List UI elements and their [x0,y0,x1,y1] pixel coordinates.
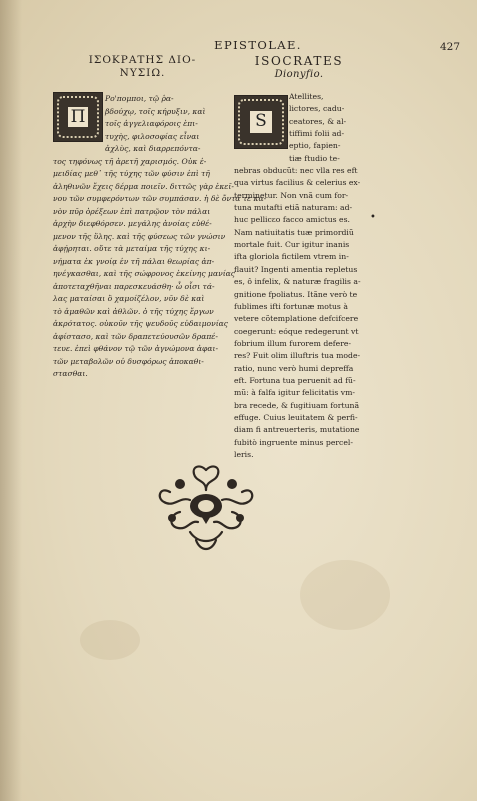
text-line: τοῖς ἀγγελιαφόροις ἐπι- [105,119,198,128]
foxing-stain [300,560,390,630]
text-line: νου τῶν συμφερόντων τῶν συμπάσαν. ἡ δὲ ὄντα τε κα- [53,194,267,203]
marginal-mark: • [370,212,376,223]
running-head: EPISTOLAE. [214,38,302,52]
text-line: flauit? Ingenti amentia repletus [234,264,358,274]
latin-heading-line: ISOCRATES [254,54,344,68]
text-line: tiffimi folii ad- [289,129,345,139]
text-line: eptio, fapien- [289,141,341,151]
text-line: vetere cõtemplatione defcifcere [234,314,359,324]
text-line: coegerunt: eóque redegerunt vt [234,326,359,336]
text-line: ηνέγκασθαι, καὶ τῆς σώφρονος ἐκείνης μανίας [53,269,236,278]
text-line: ifta gloriola fictilem vtrem in- [234,252,349,262]
text-line: eft. Fortuna tua peruenit ad fũ- [234,375,356,385]
text-line: terminetur. Non vnã cum for- [234,190,349,200]
text-line: ἀφίστασο, καὶ τῶν δραπετεύουσῶν δραπέ- [53,331,218,341]
text-line: effuge. Cuius leuitatem & perfi- [234,412,358,422]
initial-letter: Π [66,105,90,129]
text-line: lictores, cadu- [289,104,345,114]
text-line: νὸν πῦρ ὀρέξεων ἐπὶ πατρῷον τὸν πάλαι [53,206,211,216]
text-line: fubitò ingruente minus percel- [234,437,353,447]
page-number: 427 [440,41,461,53]
text-line: Nam natiuitatis tuæ primordiũ [234,227,354,237]
text-line: tiæ ftudio te- [289,153,340,163]
text-line: τὸ ἀμαθῶν καὶ ἀθλῶν. ὁ τῆς τύχης ἔργων [53,306,214,316]
text-line: gnitione fpoliatus. Itãne verò te [234,289,358,299]
greek-heading-line: ΙΣΟΚΡΑΤΗΣ ΔΙΟ- [88,54,197,66]
text-line: nebras obducũt: nec vlla res eft [234,166,358,176]
text-line: νήματα ἐκ γνοίᾳ ἐν τῆ πάλαι θεωρίας ἀπ- [53,256,215,266]
greek-text-column [53,93,267,381]
text-line: Ρο'πομποι, τῷ ῥα- [105,94,174,103]
text-line: ἀφῄρηται. οὔτε τὰ μεταίμα τῆς τύχης κι- [53,244,211,253]
latin-heading-line: Dionyfio. [274,69,324,80]
latin-text-column [234,91,364,461]
text-line: huc pellicεo facco amictus es. [234,215,350,225]
text-line: mortale fuit. Cur igitur inanis [234,240,350,250]
text-line: ἀποτεταχθῆναι παρεσκευάσθη· ὦ οἷσι τά- [53,281,215,291]
text-line: mũ: à falfa igitur felicitatis vm- [234,388,355,398]
foxing-stain [80,620,140,660]
text-line: ἀρχὴν διεφθόρσεν. μεγάλης ἀνοίας εὐθέ- [53,219,212,228]
text-line: μειδίας μεθ᾽ τῆς τύχης τῶν φύσιν ἐπὶ τῆ [53,169,210,178]
latin-column-heading [234,54,364,82]
text-line: diam fi antreuerteris, mutatione [234,425,360,435]
text-line: res? Fuit olim illuftris tua mode- [234,351,361,361]
text-line: leris. [234,449,254,459]
text-line: bra recede, & fugitiuam fortunã [234,400,360,410]
text-line: fobrium illum furorem defere- [234,338,352,348]
text-line: μενον τῆς ὕλης. καὶ τῆς φύσεως τῶν γνώσιν [53,231,226,241]
gutter-shadow [0,0,22,801]
text-line: qua virtus facilius & celerius ex- [234,178,361,188]
text-line: ratio, nunc verò humi depreffa [234,363,354,373]
text-line: τυχὴς, φιλοσοφίας εἶναι [105,131,200,141]
greek-column-heading [55,54,230,80]
text-line: Atellites, [289,92,324,101]
greek-heading-line: ΝΥΣΙΩ. [119,67,166,79]
text-line: τῶν μεταβολῶν οὐ δυσφόρως ἀποκαθι- [53,356,204,366]
text-line: ceatores, & al- [289,116,347,126]
initial-letter: S [248,109,274,135]
text-line: ἀχλὺς, καὶ διαρρεπόντα- [105,144,201,153]
text-line: ἀληθινῶν ἔχεις δέρμα ποιεῖν. διττῶς γὰρ ἐκεῖ- [53,181,234,191]
text-line: tuna mutafti etiã naturam: ad- [234,203,353,213]
text-line: ἀκρότατος. οὐκοῦν τῆς ψευδοῦς εὐδαιμονίας [53,319,229,328]
text-line: λας ματαίσαι ὃ χαμοίζέλον, νῦν δὲ καὶ [53,294,205,303]
printers-device-colophon [150,462,262,558]
text-line: βδούχῳ, τοῖς κήρυξιν, καὶ [105,106,206,116]
text-line: στασθαι. [53,369,88,378]
text-line: es, ô infelix, & naturæ fragilis a- [234,277,361,287]
text-line: τος τηφόνως τῆ ἀρετῆ χαρισμός. Οὐκ ἐ- [53,156,207,166]
text-line: fublimes ifti fortunæ motus à [234,301,348,311]
text-line: τευε. ἐπεὶ φθάνον τῷ τῶν ἀγνώμονα ἀφαι- [53,344,219,353]
